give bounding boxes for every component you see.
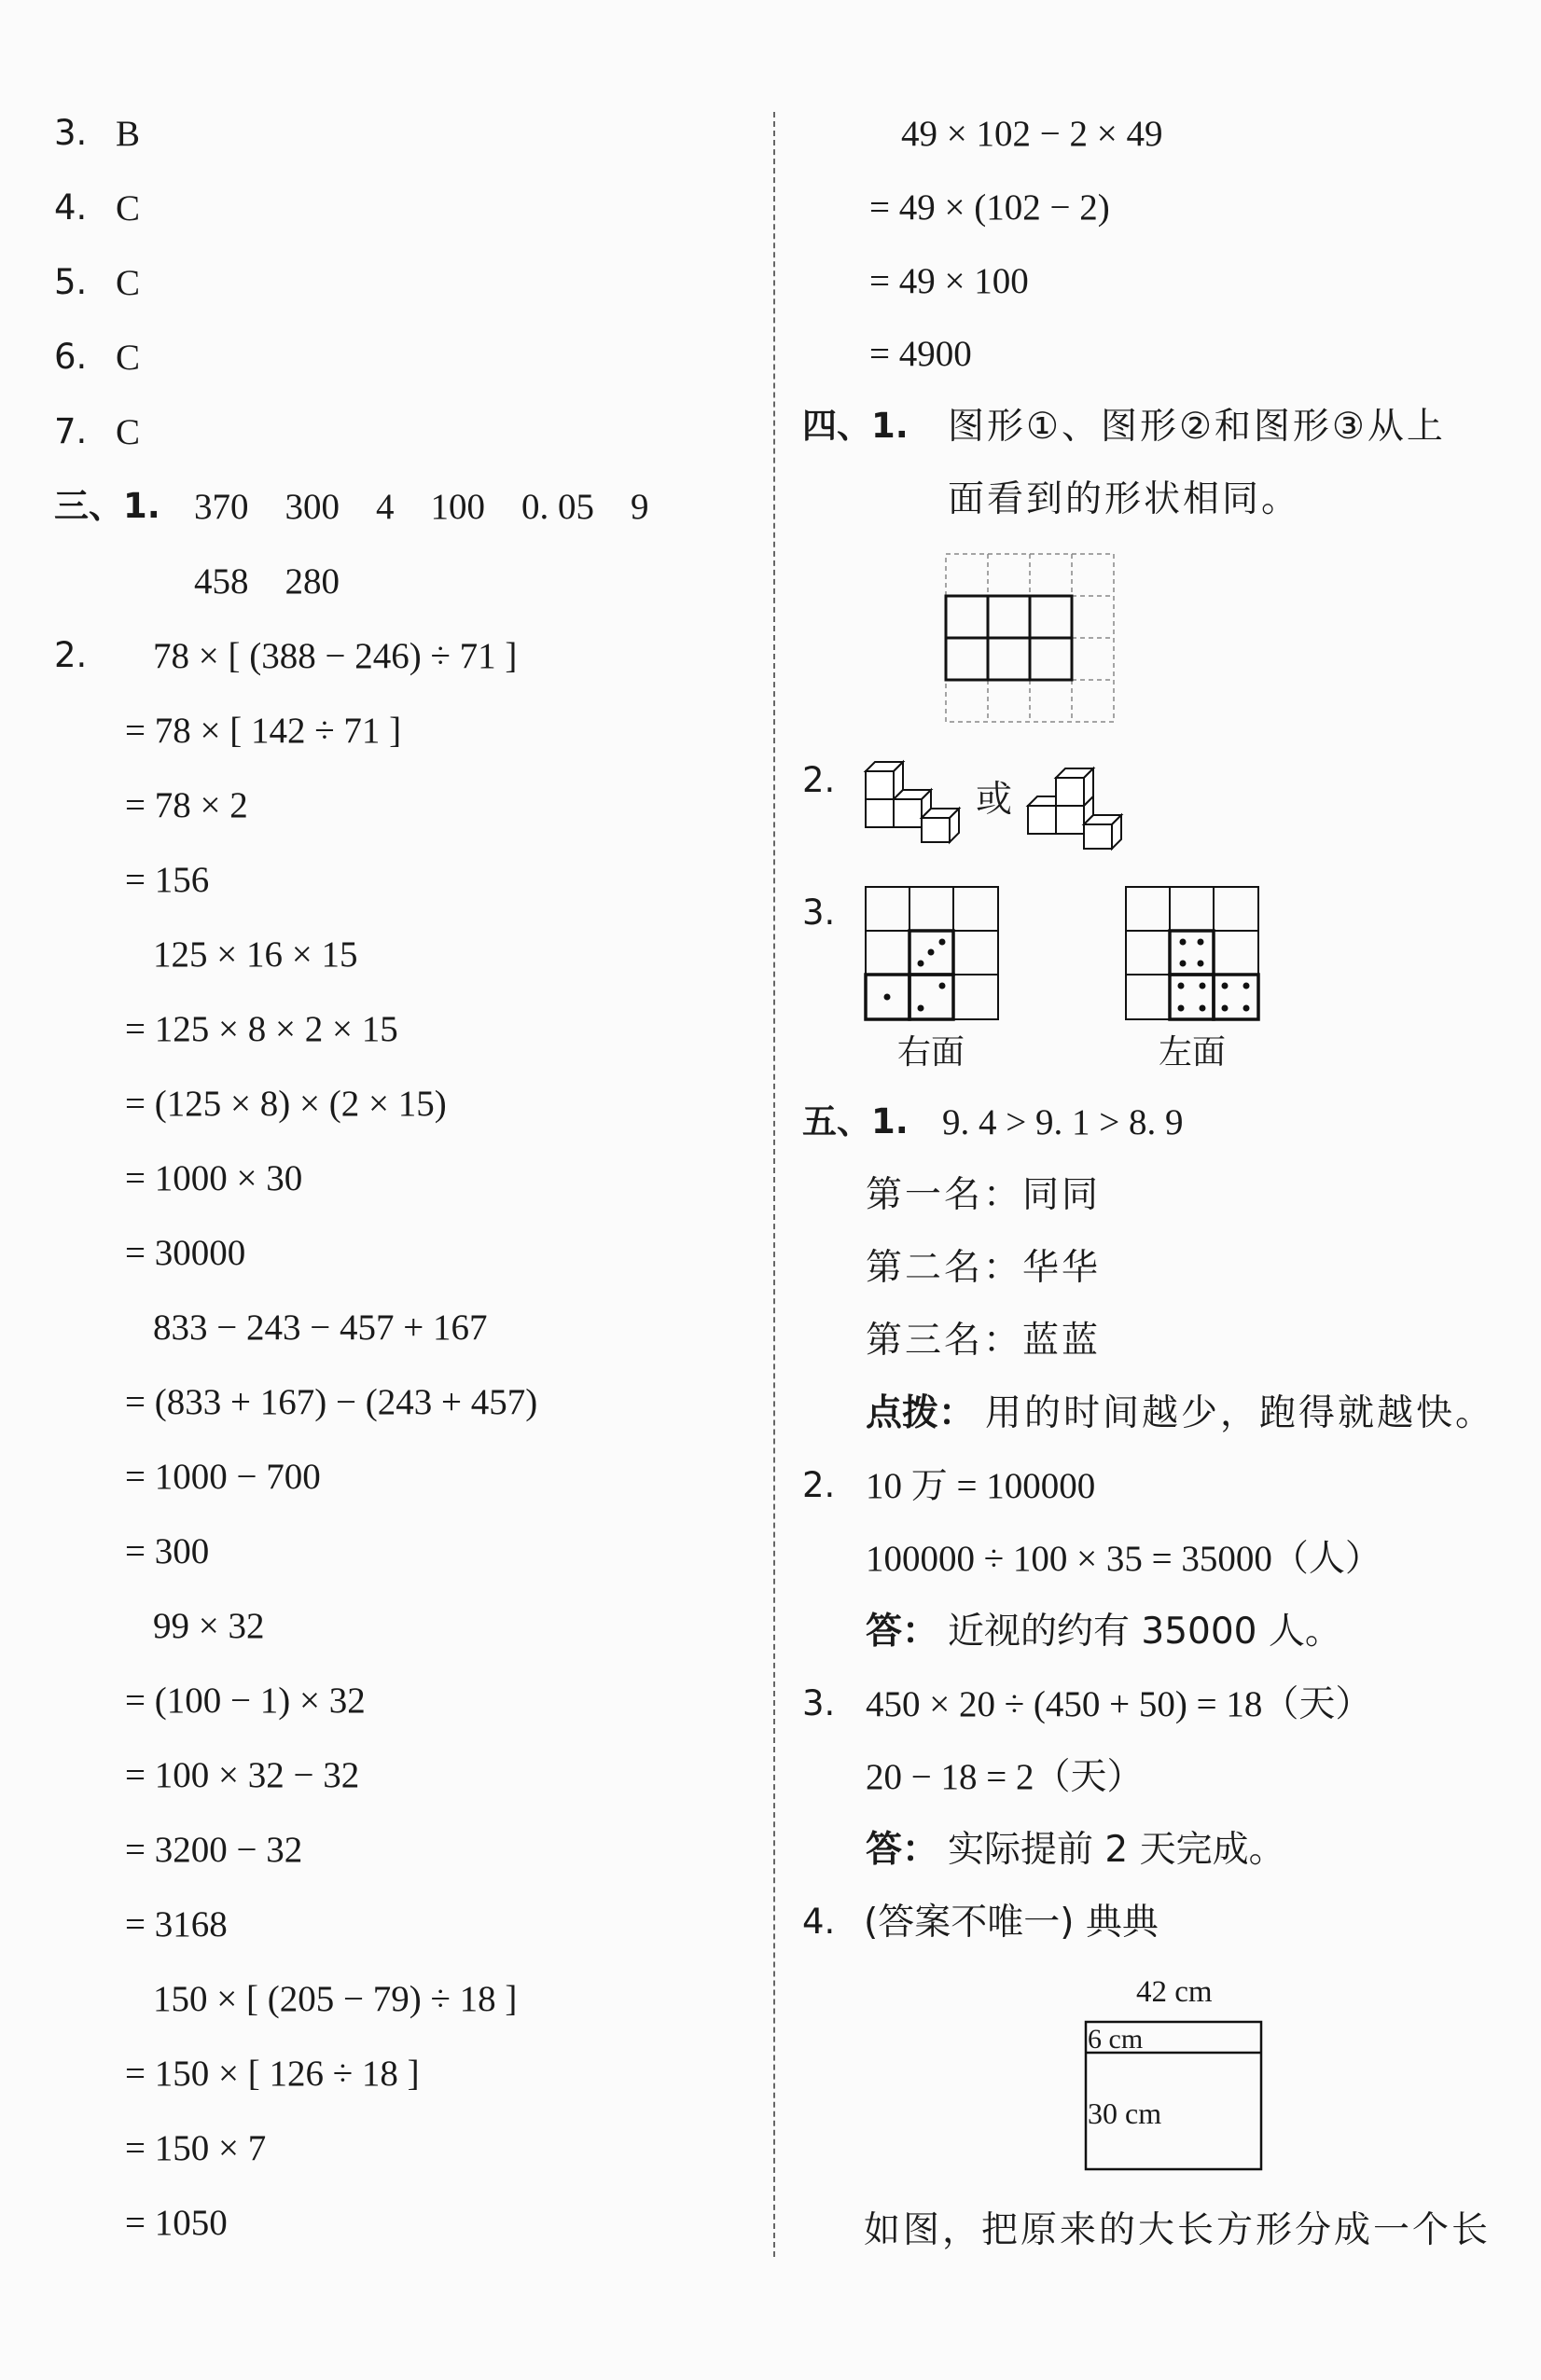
- bottom-height-label: 30 cm: [1088, 2096, 1162, 2130]
- calc-line: = 49 × 100: [869, 261, 1029, 301]
- answer-text: = 150 × [ 126 ÷ 18 ]: [125, 2054, 420, 2094]
- answer-text: = 300: [125, 1531, 210, 1571]
- answer-text: 实际提前 2 天完成。: [948, 1829, 1285, 1871]
- answer-text: = 3200 − 32: [125, 1830, 303, 1870]
- answer-text: = 156: [125, 860, 210, 900]
- width-label: 42 cm: [1136, 1975, 1213, 2009]
- answer-text: C: [116, 412, 141, 452]
- answer-text: 150 × [ (205 − 79) ÷ 18 ]: [153, 1979, 518, 2019]
- answer-text: (答案不唯一) 典典: [864, 1902, 1159, 1944]
- answer-text: 如图，把原来的大长方形分成一个长: [864, 2209, 1492, 2251]
- cube-stack-icon: [1026, 767, 1129, 851]
- answer-text: 458 280: [194, 561, 340, 602]
- question-number: 7.: [54, 411, 88, 451]
- question-number: 4.: [802, 1902, 836, 1942]
- right-view-grid: [865, 886, 1001, 1022]
- answer-text: 833 − 243 − 457 + 167: [153, 1308, 488, 1348]
- top-view-grid: [945, 553, 1117, 725]
- answer-text: 370 300 4 100 0. 05 9: [194, 487, 649, 527]
- hint-label: 点拨：: [866, 1392, 976, 1434]
- calc-line: = 49 × (102 − 2): [869, 187, 1110, 228]
- answer-text: = 78 × 2: [125, 785, 248, 825]
- question-number: 2.: [54, 635, 88, 675]
- answer-label: 答：: [866, 1829, 939, 1871]
- answer-text: = (100 − 1) × 32: [125, 1681, 366, 1721]
- answer-text: 9. 4 > 9. 1 > 8. 9: [942, 1102, 1184, 1142]
- answer-text: 第二名：华华: [866, 1247, 1102, 1289]
- question-number: 2.: [802, 1465, 836, 1505]
- question-number: 四、1.: [802, 406, 909, 446]
- top-height-label: 6 cm: [1088, 2024, 1144, 2055]
- answer-text: = 3168: [125, 1904, 228, 1944]
- answer-text: 10 万 = 100000: [866, 1466, 1096, 1506]
- answer-text: = 1050: [125, 2203, 228, 2243]
- question-number: 三、1.: [54, 486, 160, 526]
- answer-text: 20 − 18 = 2（天）: [866, 1757, 1144, 1797]
- answer-text: 125 × 16 × 15: [153, 934, 358, 975]
- question-number: 五、1.: [802, 1101, 909, 1142]
- hint-text: 用的时间越少，跑得就越快。: [985, 1392, 1495, 1434]
- question-number: 2.: [802, 760, 836, 800]
- left-view-caption: 左面: [1159, 1033, 1227, 1072]
- answer-text: = 100 × 32 − 32: [125, 1755, 360, 1795]
- answer-label: 答：: [866, 1611, 939, 1653]
- answer-text: = 150 × 7: [125, 2128, 267, 2168]
- question-number: 4.: [54, 187, 88, 228]
- calc-line: 49 × 102 − 2 × 49: [901, 114, 1163, 154]
- answer-text: C: [116, 338, 141, 378]
- answer-text: = 1000 − 700: [125, 1457, 321, 1497]
- question-number: 3.: [54, 113, 88, 153]
- answer-text: 100000 ÷ 100 × 35 = 35000（人）: [866, 1539, 1381, 1579]
- answer-text: C: [116, 263, 141, 303]
- left-view-grid: [1125, 886, 1261, 1022]
- answer-text: = 30000: [125, 1233, 246, 1273]
- answer-text: C: [116, 188, 141, 228]
- cube-stack-icon: [864, 760, 966, 844]
- answer-text: = 78 × [ 142 ÷ 71 ]: [125, 711, 402, 751]
- question-number: 6.: [54, 337, 88, 377]
- answer-text: 近视的约有 35000 人。: [948, 1611, 1341, 1653]
- question-number: 3.: [802, 892, 836, 933]
- answer-text: 图形①、图形②和图形③从上: [948, 406, 1446, 448]
- answer-text: 第一名：同同: [866, 1174, 1102, 1216]
- right-view-caption: 右面: [897, 1033, 965, 1072]
- answer-text: = 125 × 8 × 2 × 15: [125, 1009, 398, 1049]
- answer-text: B: [116, 114, 141, 154]
- answer-text: = 1000 × 30: [125, 1158, 303, 1198]
- calc-line: = 4900: [869, 334, 972, 374]
- answer-text: 面看到的形状相同。: [948, 478, 1301, 520]
- column-divider: [773, 112, 775, 2257]
- question-number: 3.: [802, 1683, 836, 1723]
- or-label: 或: [976, 779, 1013, 821]
- question-number: 5.: [54, 262, 88, 302]
- answer-text: 78 × [ (388 − 246) ÷ 71 ]: [153, 636, 518, 676]
- answer-text: 第三名：蓝蓝: [866, 1320, 1102, 1362]
- answer-text: = (833 + 167) − (243 + 457): [125, 1382, 538, 1422]
- answer-text: = (125 × 8) × (2 × 15): [125, 1084, 447, 1124]
- answer-text: 99 × 32: [153, 1606, 265, 1646]
- answer-text: 450 × 20 ÷ (450 + 50) = 18（天）: [866, 1684, 1372, 1724]
